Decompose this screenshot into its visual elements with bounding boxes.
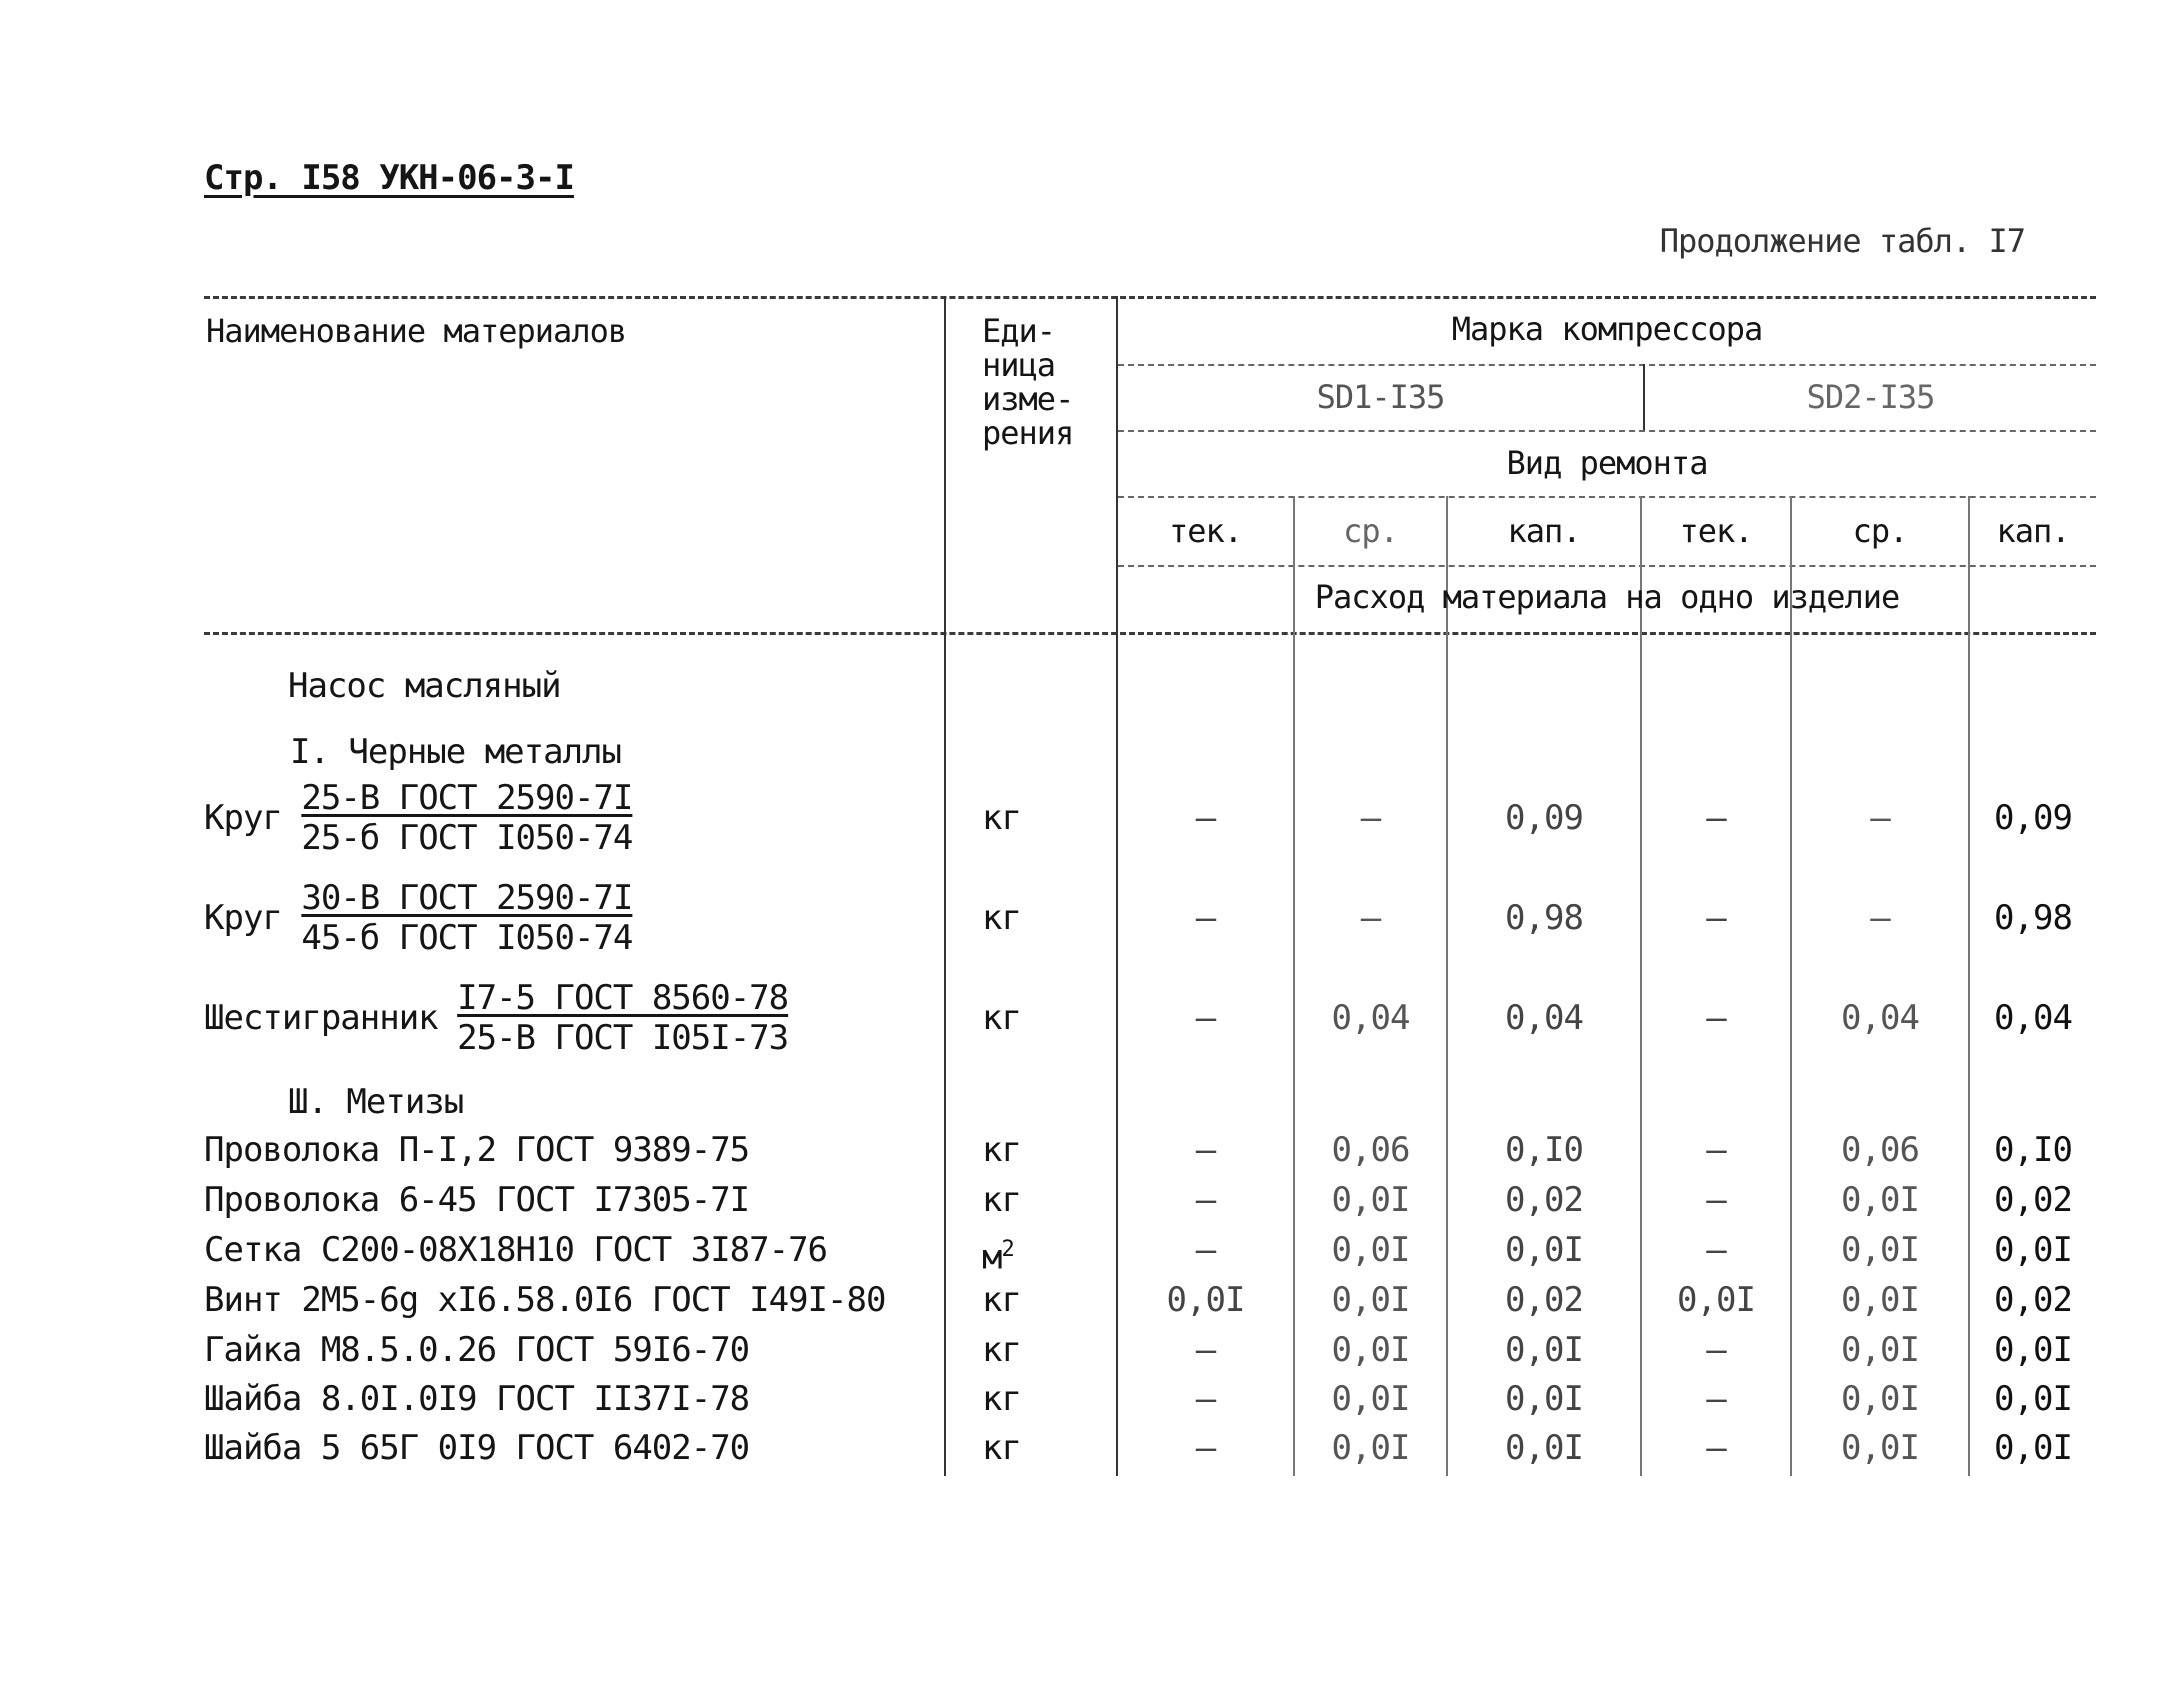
unit-text: кг — [982, 1379, 1021, 1419]
consumption-value: 0,02 — [1994, 1180, 2072, 1220]
unit-header-line: рения — [982, 414, 1074, 452]
header-rule-repair — [1118, 496, 2096, 498]
header-bottom-rule — [204, 632, 2096, 635]
consumption-value: 0,0I — [1505, 1379, 1583, 1419]
unit-header-line: ница — [982, 346, 1056, 384]
consumption-value: 0,0I — [1505, 1230, 1583, 1270]
material-name: Гайка М8.5.0.26 ГОСТ 59I6-70 — [204, 1330, 750, 1370]
material-spec-fraction — [301, 878, 632, 958]
group-title: Насос масляный — [288, 666, 561, 706]
table-top-rule — [204, 296, 2096, 299]
unit-cell — [982, 1130, 1021, 1170]
repair-kind-header: ср. — [1852, 512, 1908, 550]
consumption-value: 0,04 — [1841, 998, 1919, 1038]
unit-superscript: 2 — [1001, 1237, 1014, 1262]
consumption-value: 0,0I — [1166, 1280, 1245, 1320]
consumption-value: 0,06 — [1841, 1130, 1919, 1170]
consumption-value: 0,0I — [1841, 1379, 1919, 1419]
unit-cell — [982, 1230, 1014, 1277]
consumption-value: 0,0I — [1505, 1330, 1583, 1370]
consumption-value: 0,0I — [1841, 1180, 1919, 1220]
header-rule-kinds — [1118, 565, 2096, 567]
material-label: Круг — [204, 898, 282, 938]
unit-cell — [982, 998, 1021, 1038]
consumption-value: 0,04 — [1505, 998, 1583, 1038]
column-divider-1 — [1293, 496, 1295, 1476]
repair-kind-header: кап. — [1996, 512, 2070, 550]
unit-header-line: Еди- — [982, 312, 1056, 350]
section-ferrous-metals: I. Черные металлы — [290, 732, 621, 772]
consumption-value: 0,04 — [1994, 998, 2072, 1038]
model-header-sd1: SD1-I35 — [1316, 378, 1445, 416]
consumption-value: – — [1706, 1330, 1726, 1370]
material-name — [204, 978, 788, 1058]
table-continuation-label: Продолжение табл. I7 — [1659, 222, 2025, 260]
unit-text: кг — [982, 898, 1021, 938]
consumption-value: 0,0I — [1841, 1330, 1919, 1370]
consumption-value: 0,0I — [1331, 1330, 1410, 1370]
consumption-value: – — [1195, 1180, 1216, 1220]
repair-kind-header: тек. — [1679, 512, 1753, 550]
consumption-value: 0,0I — [1841, 1230, 1919, 1270]
consumption-value: 0,0I — [1331, 1280, 1410, 1320]
unit-cell — [982, 1428, 1021, 1468]
consumption-value: 0,06 — [1331, 1130, 1410, 1170]
consumption-value: 0,0I — [1994, 1379, 2072, 1419]
consumption-value: – — [1706, 1130, 1726, 1170]
consumption-value: 0,04 — [1331, 998, 1410, 1038]
compressor-brand-header: Марка компрессора — [1451, 310, 1763, 348]
consumption-header: Расход материала на одно изделие — [1314, 578, 1900, 616]
model-header-sd2: SD2-I35 — [1806, 378, 1935, 416]
material-name — [204, 778, 632, 858]
consumption-value: 0,0I — [1331, 1230, 1410, 1270]
consumption-value: 0,I0 — [1505, 1130, 1583, 1170]
consumption-value: – — [1706, 798, 1726, 838]
unit-text: м — [982, 1237, 1002, 1278]
unit-text: кг — [982, 998, 1021, 1038]
column-header-unit — [982, 314, 1073, 450]
material-name — [204, 878, 632, 958]
material-name: Сетка С200-08Х18Н10 ГОСТ 3I87-76 — [204, 1230, 828, 1270]
unit-cell — [982, 1379, 1021, 1419]
header-rule-brand — [1118, 364, 2096, 366]
consumption-value: 0,I0 — [1994, 1130, 2072, 1170]
consumption-value: 0,0I — [1841, 1280, 1919, 1320]
consumption-value: 0,02 — [1994, 1280, 2072, 1320]
consumption-value: – — [1195, 1130, 1216, 1170]
page-reference: Стр. I58 УКН-06-3-I — [204, 158, 574, 198]
spec-denominator: 25-В ГОСТ I05I-73 — [457, 1018, 789, 1058]
section-hardware: Ш. Метизы — [288, 1082, 464, 1122]
spec-denominator: 25-б ГОСТ I050-74 — [301, 818, 633, 858]
consumption-value: – — [1706, 1180, 1726, 1220]
consumption-value: – — [1706, 1379, 1726, 1419]
consumption-value: – — [1706, 998, 1726, 1038]
column-divider-2 — [1446, 496, 1448, 1476]
repair-kind-header: кап. — [1507, 512, 1581, 550]
unit-text: кг — [982, 1130, 1021, 1170]
consumption-value: – — [1195, 1230, 1216, 1270]
column-divider-3 — [1640, 496, 1642, 1476]
material-spec-fraction — [457, 978, 788, 1058]
consumption-value: 0,09 — [1505, 798, 1583, 838]
consumption-value: – — [1195, 898, 1216, 938]
consumption-value: – — [1360, 798, 1381, 838]
unit-cell — [982, 1180, 1021, 1220]
unit-cell — [982, 1280, 1021, 1320]
consumption-value: – — [1870, 898, 1890, 938]
material-label: Шестигранник — [204, 998, 438, 1038]
unit-cell — [982, 1330, 1021, 1370]
unit-text: кг — [982, 1330, 1021, 1370]
unit-text: кг — [982, 1180, 1021, 1220]
consumption-value: 0,0I — [1505, 1428, 1583, 1468]
spec-denominator: 45-б ГОСТ I050-74 — [301, 918, 633, 958]
consumption-value: 0,02 — [1505, 1280, 1583, 1320]
material-name: Проволока П-I,2 ГОСТ 9389-75 — [204, 1130, 750, 1170]
spec-numerator: 25-В ГОСТ 2590-7I — [301, 778, 633, 818]
consumption-value: 0,09 — [1994, 798, 2072, 838]
consumption-value: – — [1195, 1330, 1216, 1370]
consumption-value: – — [1195, 1379, 1216, 1419]
consumption-value: – — [1706, 898, 1726, 938]
material-name: Проволока 6-45 ГОСТ I7305-7I — [204, 1180, 750, 1220]
unit-cell — [982, 898, 1021, 938]
consumption-value: – — [1706, 1230, 1726, 1270]
unit-text: кг — [982, 1428, 1021, 1468]
consumption-value: 0,0I — [1994, 1230, 2072, 1270]
spec-numerator: 30-В ГОСТ 2590-7I — [301, 878, 633, 918]
consumption-value: – — [1870, 798, 1890, 838]
material-label: Круг — [204, 798, 282, 838]
consumption-value: – — [1706, 1428, 1726, 1468]
column-divider-5 — [1968, 496, 1970, 1476]
consumption-value: – — [1195, 1428, 1216, 1468]
consumption-value: 0,0I — [1331, 1428, 1410, 1468]
unit-text: кг — [982, 1280, 1021, 1320]
repair-type-header: Вид ремонта — [1506, 444, 1708, 482]
material-name: Винт 2М5-6g хI6.58.0I6 ГОСТ I49I-80 — [204, 1280, 886, 1320]
unit-text: кг — [982, 798, 1021, 838]
unit-header-line: изме- — [982, 380, 1074, 418]
header-rule-models — [1118, 430, 2096, 432]
consumption-value: – — [1195, 798, 1216, 838]
consumption-value: – — [1360, 898, 1381, 938]
consumption-value: 0,0I — [1841, 1428, 1919, 1468]
consumption-value: 0,0I — [1677, 1280, 1755, 1320]
unit-cell — [982, 798, 1021, 838]
spec-numerator: I7-5 ГОСТ 8560-78 — [457, 978, 789, 1018]
repair-kind-header: ср. — [1343, 512, 1398, 550]
consumption-value: 0,02 — [1505, 1180, 1583, 1220]
consumption-value: – — [1195, 998, 1216, 1038]
consumption-value: 0,98 — [1994, 898, 2072, 938]
consumption-value: 0,0I — [1994, 1428, 2072, 1468]
column-divider-unit — [944, 296, 946, 1476]
material-name: Шайба 8.0I.0I9 ГОСТ II37I-78 — [204, 1379, 750, 1419]
consumption-value: 0,0I — [1331, 1180, 1410, 1220]
column-divider-4 — [1790, 496, 1792, 1476]
column-header-name: Наименование материалов — [206, 312, 627, 350]
consumption-value: 0,98 — [1505, 898, 1583, 938]
material-name: Шайба 5 65Г 0I9 ГОСТ 6402-70 — [204, 1428, 750, 1468]
consumption-value: 0,0I — [1994, 1330, 2072, 1370]
material-spec-fraction — [301, 778, 632, 858]
consumption-value: 0,0I — [1331, 1379, 1410, 1419]
repair-kind-header: тек. — [1168, 512, 1243, 550]
